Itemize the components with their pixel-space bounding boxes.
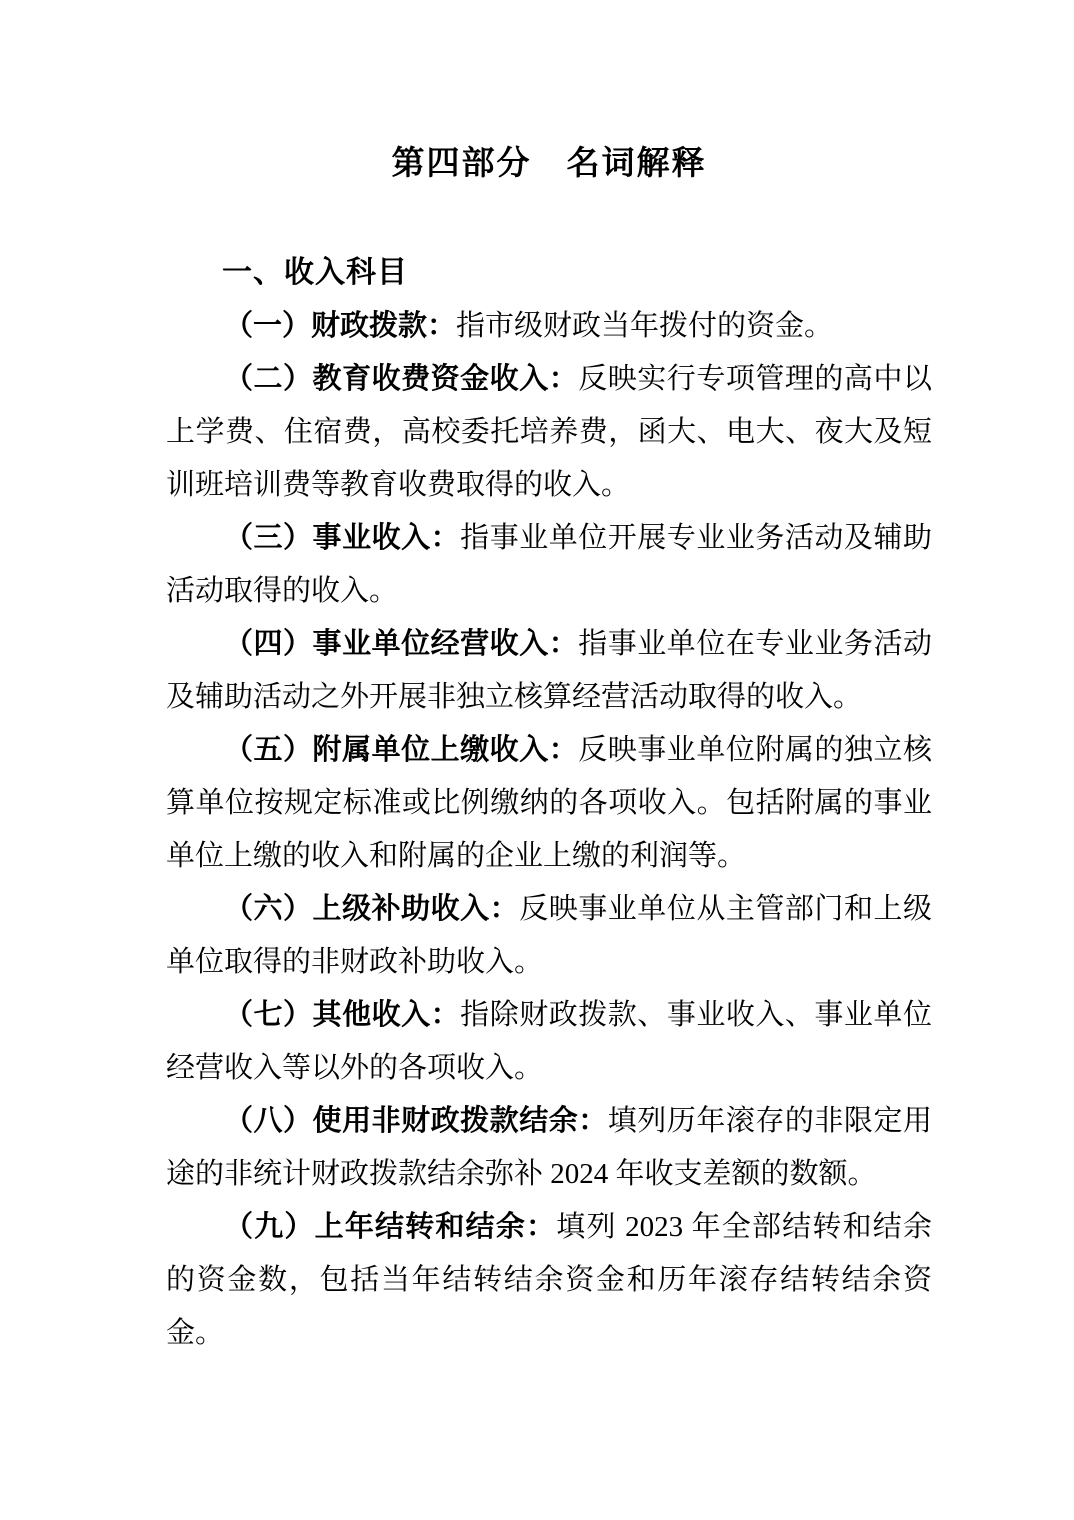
definition-paragraph-1: [166, 300, 932, 353]
definition-paragraph-2: [166, 353, 932, 512]
definition-text: 指除财政拨款、事业收入、事业单位经营收入等以外的各项收入。: [166, 999, 932, 1084]
definition-paragraph-3: [166, 512, 932, 618]
definition-text: 指市级财政当年拨付的资金。: [456, 310, 834, 342]
definition-text: 反映事业单位附属的独立核算单位按规定标准或比例缴纳的各项收入。包括附属的事业单位上缴的收入和附属的企业上缴的利润等。: [166, 734, 932, 872]
definition-term: （八）使用非财政拨款结余：: [224, 1105, 608, 1137]
definition-text: 填列 2023 年全部结转和结余的资金数，包括当年结转结余资金和历年滚存结转结余资金。: [166, 1211, 932, 1349]
definition-term: （六）上级补助收入：: [224, 893, 520, 925]
definition-paragraph-6: [166, 883, 932, 989]
definitions-list: [166, 300, 932, 1360]
definition-term: （五）附属单位上缴收入：: [224, 734, 579, 766]
definition-term: （三）事业收入：: [224, 522, 461, 554]
definition-term: （四）事业单位经营收入：: [224, 628, 579, 660]
definition-paragraph-8: [166, 1095, 932, 1201]
definition-text: 指事业单位开展专业业务活动及辅助活动取得的收入。: [166, 522, 932, 607]
definition-term: （一）财政拨款：: [224, 310, 457, 342]
definition-term: （九）上年结转和结余：: [224, 1211, 557, 1243]
definition-text: 填列历年滚存的非限定用途的非统计财政拨款结余弥补 2024 年收支差额的数额。: [166, 1105, 932, 1190]
definition-text: 反映事业单位从主管部门和上级单位取得的非财政补助收入。: [166, 893, 932, 978]
definition-text: 反映实行专项管理的高中以上学费、住宿费，高校委托培养费，函大、电大、夜大及短训班培训费等教育收费取得的收入。: [166, 363, 932, 501]
definition-paragraph-4: [166, 618, 932, 724]
document-title: 第四部分 名词解释: [391, 146, 707, 182]
definition-term: （二）教育收费资金收入：: [224, 363, 579, 395]
definition-text: 指事业单位在专业业务活动及辅助活动之外开展非独立核算经营活动取得的收入。: [166, 628, 932, 713]
section-heading-income-categories: 一、收入科目: [222, 256, 408, 289]
definition-term: （七）其他收入：: [224, 999, 461, 1031]
definition-paragraph-7: [166, 989, 932, 1095]
definition-paragraph-9: [166, 1201, 932, 1360]
definition-paragraph-5: [166, 724, 932, 883]
